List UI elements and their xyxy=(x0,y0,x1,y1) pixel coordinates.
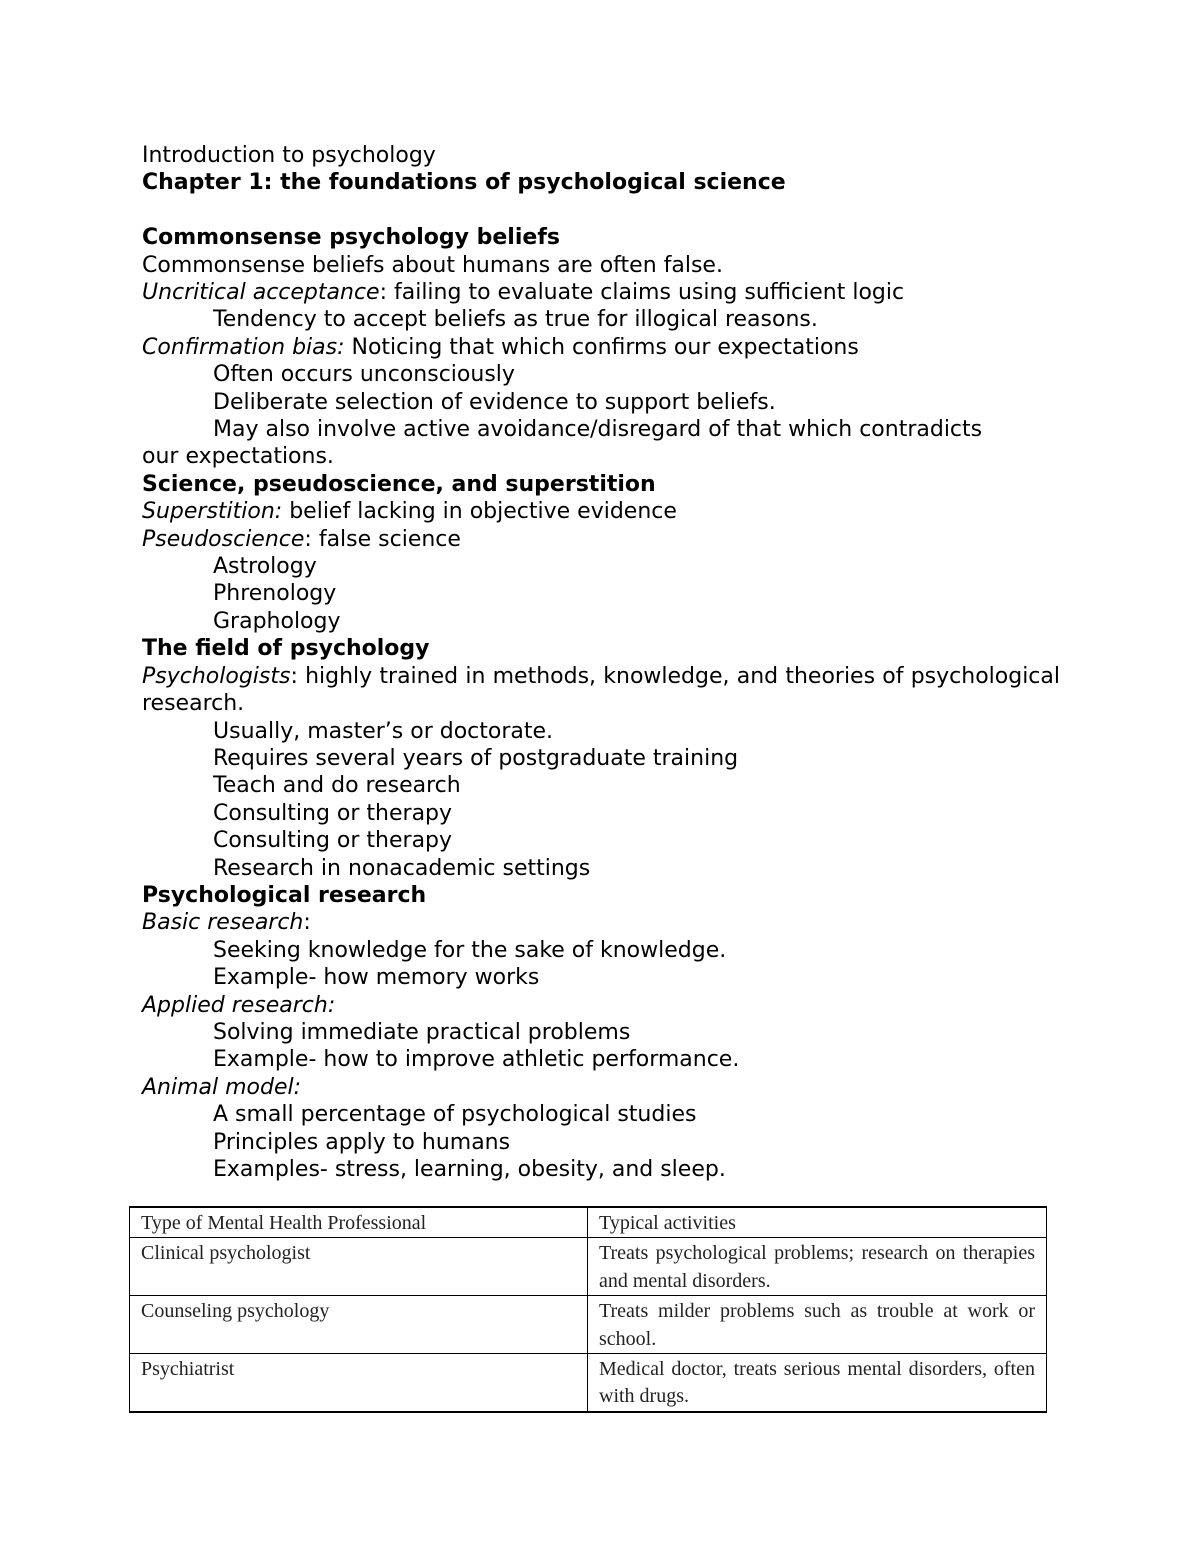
sub-item: Phrenology xyxy=(213,581,337,607)
term: Pseudoscience xyxy=(142,526,305,552)
sub-item: Principles apply to humans xyxy=(213,1129,511,1155)
term: Uncritical acceptance xyxy=(142,280,380,306)
table-cell: Medical doctor, treats serious mental disorders, often with drugs. xyxy=(588,1354,1047,1412)
sub-item: Requires several years of postgraduate training xyxy=(213,745,739,771)
definition: belief lacking in objective evidence xyxy=(282,499,677,525)
chapter-title: Chapter 1: the foundations of psychological science xyxy=(142,170,786,196)
sub-item: Astrology xyxy=(213,554,317,580)
table-header-cell: Type of Mental Health Professional xyxy=(130,1207,588,1238)
definition: : failing to evaluate claims using sufficient logic xyxy=(379,280,905,306)
term: Basic research xyxy=(142,910,304,936)
sub-item: Deliberate selection of evidence to support beliefs. xyxy=(213,389,776,415)
sub-item: Teach and do research xyxy=(213,773,461,799)
paragraph: Commonsense beliefs about humans are often false. xyxy=(142,252,723,278)
table-cell: Counseling psychology xyxy=(130,1296,588,1354)
term: Confirmation bias: xyxy=(142,334,345,360)
definition: Noticing that which confirms our expectations xyxy=(344,334,859,360)
definition-line xyxy=(142,498,1060,525)
table-header-cell: Typical activities xyxy=(588,1207,1047,1238)
sub-item: May also involve active avoidance/disregard of that which contradicts xyxy=(213,417,983,443)
term: Psychologists xyxy=(142,663,291,689)
definition-line xyxy=(142,909,1060,936)
section-heading: Psychological research xyxy=(142,882,427,908)
sub-item: Graphology xyxy=(213,608,341,634)
sub-item: Often occurs unconsciously xyxy=(213,362,515,388)
section-heading: The field of psychology xyxy=(142,636,430,662)
sub-item: Example- how memory works xyxy=(213,965,540,991)
table-header-row xyxy=(130,1207,1047,1238)
sub-item: Consulting or therapy xyxy=(213,828,453,854)
course-title: Introduction to psychology xyxy=(142,143,436,168)
table-cell: Treats milder problems such as trouble at work or school. xyxy=(588,1296,1047,1354)
sub-item: Examples- stress, learning, obesity, and sleep. xyxy=(213,1157,726,1183)
sub-item: Seeking knowledge for the sake of knowledge. xyxy=(213,937,727,963)
section-heading: Science, pseudoscience, and superstition xyxy=(142,471,656,497)
table-row xyxy=(130,1238,1047,1296)
sub-item-continuation: our expectations. xyxy=(142,444,334,470)
definition-line xyxy=(142,334,1060,361)
sub-item: Consulting or therapy xyxy=(213,800,453,826)
definition-paragraph xyxy=(142,663,1060,718)
definition-line xyxy=(142,526,1060,553)
sub-item: Tendency to accept beliefs as true for illogical reasons. xyxy=(213,307,818,333)
professionals-table xyxy=(129,1206,1047,1413)
sub-item: Usually, master’s or doctorate. xyxy=(213,718,554,744)
term-line: Applied research: xyxy=(142,992,336,1018)
table-row xyxy=(130,1296,1047,1354)
table-cell: Clinical psychologist xyxy=(130,1238,588,1296)
definition: : xyxy=(303,910,311,936)
term-line: Animal model: xyxy=(142,1074,302,1100)
blank-line xyxy=(142,197,1060,224)
table-cell: Treats psychological problems; research on therapies and mental disorders. xyxy=(588,1238,1047,1296)
document-body xyxy=(142,142,1060,1183)
professionals-table-wrap xyxy=(129,1206,1047,1413)
sub-item: Research in nonacademic settings xyxy=(213,855,591,881)
sub-item: Example- how to improve athletic performance. xyxy=(213,1047,740,1073)
definition: : false science xyxy=(304,526,461,552)
table-cell: Psychiatrist xyxy=(130,1354,588,1412)
term: Superstition: xyxy=(142,499,283,525)
sub-item: Solving immediate practical problems xyxy=(213,1019,631,1045)
table-row xyxy=(130,1354,1047,1412)
definition: : highly trained in methods, knowledge, and theories of psychological research. xyxy=(142,663,1060,717)
section-heading: Commonsense psychology beliefs xyxy=(142,225,560,251)
definition-line xyxy=(142,279,1060,306)
sub-item: A small percentage of psychological studies xyxy=(213,1102,697,1128)
